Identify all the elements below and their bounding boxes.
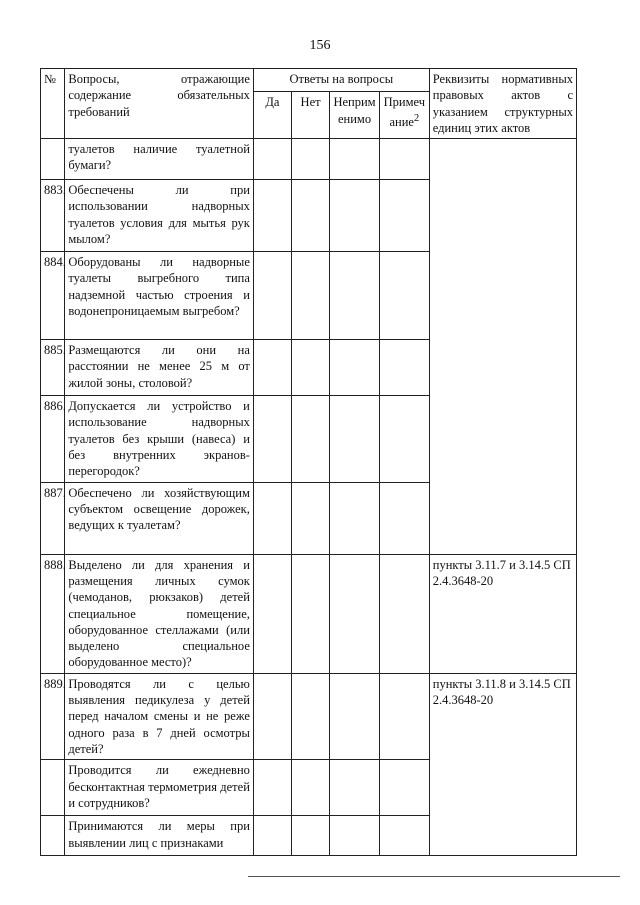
row-number: 886.: [41, 396, 65, 482]
row-number: 887.: [41, 482, 65, 554]
table-row: [41, 673, 577, 759]
answer-note-cell: [379, 396, 429, 482]
answer-na-cell: [330, 139, 380, 180]
header-no: Нет: [292, 92, 330, 139]
row-question: Проводится ли ежедневно бесконтактная термометрия детей и сотрудников?: [65, 760, 254, 816]
header-note-sup: 2: [413, 112, 420, 124]
answer-na-cell: [330, 760, 380, 816]
answer-note-cell: [379, 252, 429, 340]
answer-na-cell: [330, 482, 380, 554]
row-requisites: пункты 3.11.8 и 3.14.5 СП 2.4.3648-20: [429, 673, 576, 855]
row-number: [41, 760, 65, 816]
answer-na-cell: [330, 180, 380, 252]
answer-no-cell: [292, 396, 330, 482]
answer-no-cell: [292, 673, 330, 759]
answer-no-cell: [292, 180, 330, 252]
answer-na-cell: [330, 340, 380, 396]
answer-no-cell: [292, 816, 330, 856]
row-number: 883.: [41, 180, 65, 252]
row-number: 885.: [41, 340, 65, 396]
bottom-rule: [248, 876, 620, 877]
row-requisites: пункты 3.11.7 и 3.14.5 СП 2.4.3648-20: [429, 554, 576, 673]
answer-note-cell: [379, 760, 429, 816]
row-question: Размещаются ли они на расстоянии не менее 25 м от жилой зоны, столовой?: [65, 340, 254, 396]
answer-yes-cell: [253, 396, 291, 482]
row-question: Обеспечено ли хозяйствующим субъектом освещение дорожек, ведущих к туалетам?: [65, 482, 254, 554]
answer-note-cell: [379, 180, 429, 252]
header-num: №: [41, 69, 65, 139]
header-question: Вопросы, отражающие содержание обязательных требований: [65, 69, 254, 139]
row-question: Принимаются ли меры при выявлении лиц с признаками: [65, 816, 254, 856]
answer-yes-cell: [253, 673, 291, 759]
page-number: 156: [309, 38, 331, 53]
answer-yes-cell: [253, 816, 291, 856]
header-requisites: Реквизиты нормативных правовых актов с указанием структурных единиц этих актов: [429, 69, 576, 139]
answer-yes-cell: [253, 760, 291, 816]
header-yes: Да: [253, 92, 291, 139]
answer-note-cell: [379, 139, 429, 180]
answer-yes-cell: [253, 482, 291, 554]
row-number: 889.: [41, 673, 65, 759]
answer-no-cell: [292, 139, 330, 180]
answer-note-cell: [379, 482, 429, 554]
answer-na-cell: [330, 396, 380, 482]
answer-no-cell: [292, 554, 330, 673]
answer-na-cell: [330, 554, 380, 673]
row-number: 888.: [41, 554, 65, 673]
row-question: туалетов наличие туалетной бумаги?: [65, 139, 254, 180]
header-answers-group: Ответы на вопросы: [253, 69, 429, 92]
row-requisites: [429, 139, 576, 554]
answer-no-cell: [292, 252, 330, 340]
row-question: Оборудованы ли надворные туалеты выгребного типа надземной частью строения и водонепроницаемым выгребом?: [65, 252, 254, 340]
row-question: Проводятся ли с целью выявления педикулеза у детей перед началом смены и не реже одного раза в 7 дней осмотры детей?: [65, 673, 254, 759]
answer-na-cell: [330, 252, 380, 340]
row-question: Выделено ли для хранения и размещения личных сумок (чемоданов, рюкзаков) детей специальное помещение, оборудованное стеллажами (или выделено специальное оборудованное место)?: [65, 554, 254, 673]
answer-na-cell: [330, 816, 380, 856]
answer-note-cell: [379, 816, 429, 856]
answer-yes-cell: [253, 554, 291, 673]
table-row: [41, 139, 577, 180]
answer-note-cell: [379, 340, 429, 396]
header-note: Примеч ание$^2$: [379, 92, 429, 139]
row-number: [41, 139, 65, 180]
answer-yes-cell: [253, 139, 291, 180]
answer-note-cell: [379, 673, 429, 759]
header-not-applicable: Неприм енимо: [330, 92, 380, 139]
row-number: [41, 816, 65, 856]
row-question: Обеспечены ли при использовании надворных туалетов условия для мытья рук мылом?: [65, 180, 254, 252]
answer-yes-cell: [253, 340, 291, 396]
checklist-table: [40, 68, 577, 856]
answer-yes-cell: [253, 180, 291, 252]
answer-na-cell: [330, 673, 380, 759]
answer-yes-cell: [253, 252, 291, 340]
answer-no-cell: [292, 760, 330, 816]
table-row: [41, 554, 577, 673]
row-number: 884.: [41, 252, 65, 340]
answer-note-cell: [379, 554, 429, 673]
answer-no-cell: [292, 340, 330, 396]
row-question: Допускается ли устройство и использование надворных туалетов без крыши (навеса) и без внутренних экранов-перегородок?: [65, 396, 254, 482]
answer-no-cell: [292, 482, 330, 554]
